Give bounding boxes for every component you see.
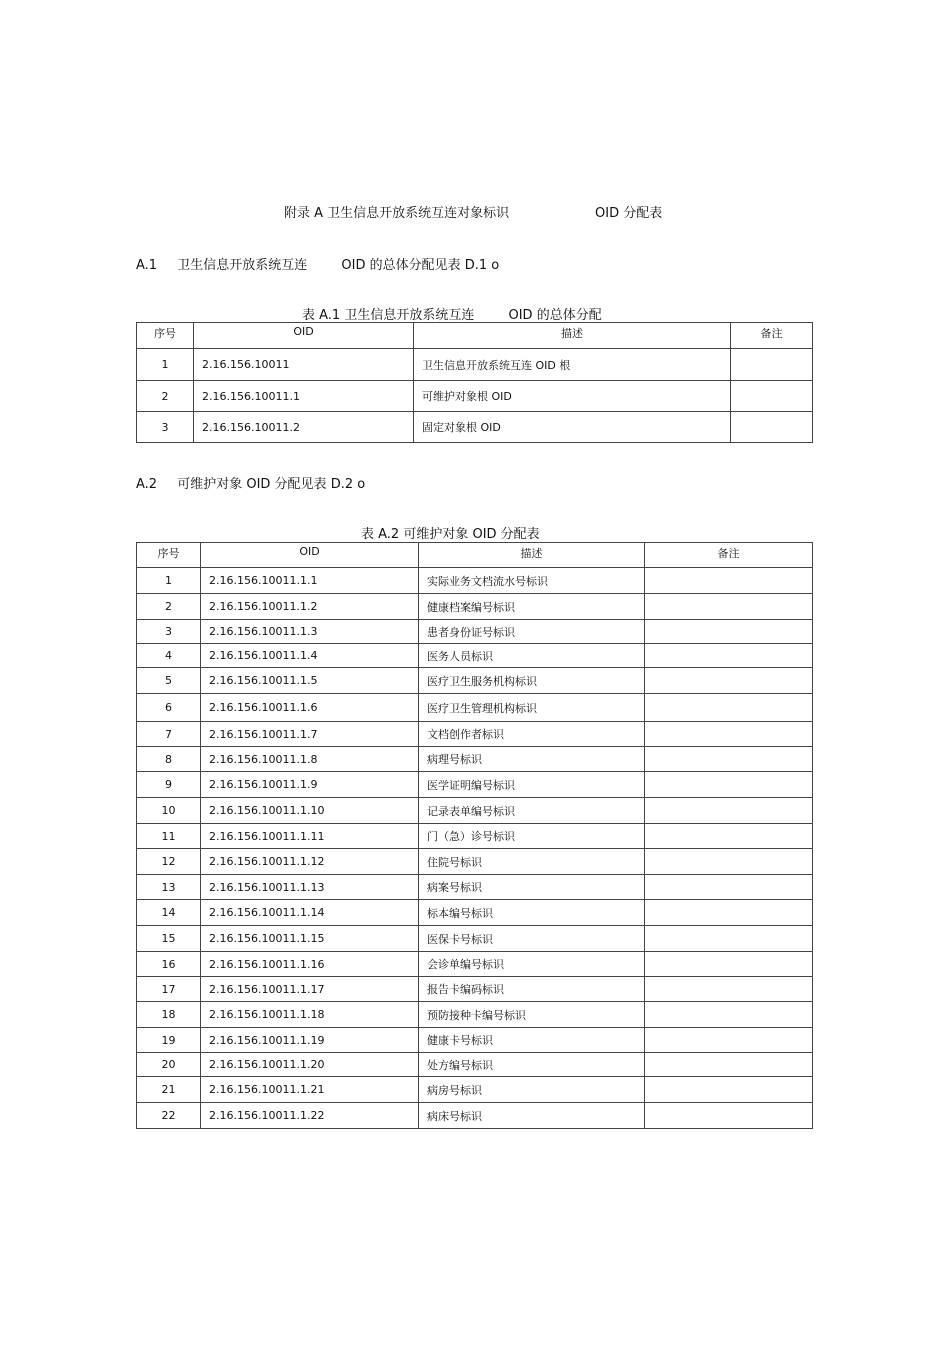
remarks-cell — [645, 926, 813, 952]
oid-cell: 2.16.156.10011.1.16 — [201, 952, 419, 977]
row-number: 8 — [137, 747, 201, 772]
oid-cell: 2.16.156.10011.1.15 — [201, 926, 419, 952]
row-number: 7 — [137, 722, 201, 747]
oid-cell: 2.16.156.10011.1.12 — [201, 849, 419, 875]
row-number: 19 — [137, 1028, 201, 1053]
table-caption — [302, 304, 602, 323]
row-number: 9 — [137, 772, 201, 798]
description-cell: 卫生信息开放系统互连 OID 根 — [414, 349, 731, 381]
remarks-cell — [731, 349, 813, 381]
remarks-cell — [645, 1053, 813, 1077]
table-row — [137, 668, 813, 694]
row-number: 13 — [137, 875, 201, 900]
description-cell: 标本编号标识 — [419, 900, 645, 926]
table-caption — [361, 523, 540, 542]
remarks-cell — [645, 952, 813, 977]
column-header: 序号 — [137, 543, 201, 568]
oid-cell: 2.16.156.10011.1.20 — [201, 1053, 419, 1077]
table-row — [137, 412, 813, 443]
section-text: OID 的总体分配见表 D.1 o — [341, 258, 500, 273]
description-cell: 医务人员标识 — [419, 644, 645, 668]
remarks-cell — [645, 620, 813, 644]
description-cell: 病案号标识 — [419, 875, 645, 900]
description-cell: 可维护对象根 OID — [414, 381, 731, 412]
table-row — [137, 620, 813, 644]
description-cell: 医疗卫生服务机构标识 — [419, 668, 645, 694]
description-cell: 病理号标识 — [419, 747, 645, 772]
section-number: A.2 — [136, 477, 158, 492]
description-cell: 预防接种卡编号标识 — [419, 1002, 645, 1028]
section-heading-a1 — [136, 254, 499, 273]
remarks-cell — [645, 722, 813, 747]
remarks-cell — [645, 1028, 813, 1053]
table-row — [137, 747, 813, 772]
table-row — [137, 798, 813, 824]
table-row — [137, 1002, 813, 1028]
row-number: 3 — [137, 412, 194, 443]
oid-cell: 2.16.156.10011.1.17 — [201, 977, 419, 1002]
description-cell: 门（急）诊号标识 — [419, 824, 645, 849]
oid-cell: 2.16.156.10011.1.7 — [201, 722, 419, 747]
description-cell: 会诊单编号标识 — [419, 952, 645, 977]
description-cell: 报告卡编码标识 — [419, 977, 645, 1002]
description-cell: 医保卡号标识 — [419, 926, 645, 952]
remarks-cell — [645, 824, 813, 849]
remarks-cell — [645, 1002, 813, 1028]
oid-overall-table — [136, 322, 813, 443]
column-header: 描述 — [414, 323, 731, 349]
remarks-cell — [645, 694, 813, 722]
column-header: OID — [201, 543, 419, 568]
remarks-cell — [645, 644, 813, 668]
table-row — [137, 824, 813, 849]
description-cell: 记录表单编号标识 — [419, 798, 645, 824]
oid-cell: 2.16.156.10011.2 — [194, 412, 414, 443]
remarks-cell — [645, 594, 813, 620]
caption-text: OID 的总体分配 — [508, 308, 602, 323]
row-number: 12 — [137, 849, 201, 875]
row-number: 3 — [137, 620, 201, 644]
table-row — [137, 1103, 813, 1129]
row-number: 14 — [137, 900, 201, 926]
description-cell: 医疗卫生管理机构标识 — [419, 694, 645, 722]
oid-cell: 2.16.156.10011.1.3 — [201, 620, 419, 644]
table-row — [137, 1028, 813, 1053]
table-header-row — [137, 543, 813, 568]
row-number: 6 — [137, 694, 201, 722]
row-number: 4 — [137, 644, 201, 668]
column-header: 备注 — [731, 323, 813, 349]
table-row — [137, 977, 813, 1002]
caption-text: 表 A.2 可维护对象 OID 分配表 — [361, 527, 540, 542]
remarks-cell — [645, 977, 813, 1002]
oid-cell: 2.16.156.10011.1.11 — [201, 824, 419, 849]
section-heading-a2 — [136, 473, 365, 492]
oid-cell: 2.16.156.10011.1.22 — [201, 1103, 419, 1129]
row-number: 5 — [137, 668, 201, 694]
row-number: 11 — [137, 824, 201, 849]
table-row — [137, 722, 813, 747]
row-number: 22 — [137, 1103, 201, 1129]
remarks-cell — [645, 747, 813, 772]
description-cell: 健康卡号标识 — [419, 1028, 645, 1053]
row-number: 1 — [137, 568, 201, 594]
oid-cell: 2.16.156.10011.1.18 — [201, 1002, 419, 1028]
table-row — [137, 849, 813, 875]
table-row — [137, 644, 813, 668]
oid-cell: 2.16.156.10011.1.13 — [201, 875, 419, 900]
row-number: 10 — [137, 798, 201, 824]
row-number: 20 — [137, 1053, 201, 1077]
oid-cell: 2.16.156.10011.1.19 — [201, 1028, 419, 1053]
row-number: 16 — [137, 952, 201, 977]
maintainable-oid-table — [136, 542, 813, 1129]
remarks-cell — [731, 381, 813, 412]
oid-cell: 2.16.156.10011.1.14 — [201, 900, 419, 926]
page-title — [0, 202, 950, 222]
row-number: 15 — [137, 926, 201, 952]
table-row — [137, 568, 813, 594]
row-number: 17 — [137, 977, 201, 1002]
remarks-cell — [645, 849, 813, 875]
table-row — [137, 349, 813, 381]
description-cell: 文档创作者标识 — [419, 722, 645, 747]
row-number: 2 — [137, 594, 201, 620]
table-row — [137, 1053, 813, 1077]
description-cell: 固定对象根 OID — [414, 412, 731, 443]
oid-cell: 2.16.156.10011.1.8 — [201, 747, 419, 772]
remarks-cell — [645, 772, 813, 798]
table-row — [137, 594, 813, 620]
oid-cell: 2.16.156.10011.1.9 — [201, 772, 419, 798]
description-cell: 住院号标识 — [419, 849, 645, 875]
remarks-cell — [645, 668, 813, 694]
description-cell: 病床号标识 — [419, 1103, 645, 1129]
description-cell: 处方编号标识 — [419, 1053, 645, 1077]
row-number: 21 — [137, 1077, 201, 1103]
column-header: 序号 — [137, 323, 194, 349]
remarks-cell — [645, 1077, 813, 1103]
remarks-cell — [731, 412, 813, 443]
table-row — [137, 900, 813, 926]
table-row — [137, 875, 813, 900]
oid-cell: 2.16.156.10011.1.1 — [201, 568, 419, 594]
remarks-cell — [645, 900, 813, 926]
column-header: OID — [194, 323, 414, 349]
oid-cell: 2.16.156.10011.1.10 — [201, 798, 419, 824]
oid-cell: 2.16.156.10011 — [194, 349, 414, 381]
section-text: 卫生信息开放系统互连 — [177, 258, 308, 273]
oid-cell: 2.16.156.10011.1.6 — [201, 694, 419, 722]
table-row — [137, 926, 813, 952]
table-row — [137, 694, 813, 722]
oid-cell: 2.16.156.10011.1.5 — [201, 668, 419, 694]
column-header: 备注 — [645, 543, 813, 568]
title-main: 附录 A 卫生信息开放系统互连对象标识 — [284, 206, 510, 221]
oid-cell: 2.16.156.10011.1.4 — [201, 644, 419, 668]
description-cell: 健康档案编号标识 — [419, 594, 645, 620]
section-text: 可维护对象 OID 分配见表 D.2 o — [177, 477, 366, 492]
oid-cell: 2.16.156.10011.1 — [194, 381, 414, 412]
description-cell: 医学证明编号标识 — [419, 772, 645, 798]
table-row — [137, 1077, 813, 1103]
title-suffix: OID 分配表 — [595, 206, 663, 221]
row-number: 18 — [137, 1002, 201, 1028]
table-row — [137, 772, 813, 798]
caption-text: 表 A.1 卫生信息开放系统互连 — [302, 308, 475, 323]
table-row — [137, 952, 813, 977]
table-row — [137, 381, 813, 412]
description-cell: 患者身份证号标识 — [419, 620, 645, 644]
row-number: 2 — [137, 381, 194, 412]
remarks-cell — [645, 1103, 813, 1129]
remarks-cell — [645, 875, 813, 900]
description-cell: 实际业务文档流水号标识 — [419, 568, 645, 594]
remarks-cell — [645, 568, 813, 594]
table-header-row — [137, 323, 813, 349]
row-number: 1 — [137, 349, 194, 381]
description-cell: 病房号标识 — [419, 1077, 645, 1103]
section-number: A.1 — [136, 258, 158, 273]
column-header: 描述 — [419, 543, 645, 568]
remarks-cell — [645, 798, 813, 824]
oid-cell: 2.16.156.10011.1.2 — [201, 594, 419, 620]
oid-cell: 2.16.156.10011.1.21 — [201, 1077, 419, 1103]
